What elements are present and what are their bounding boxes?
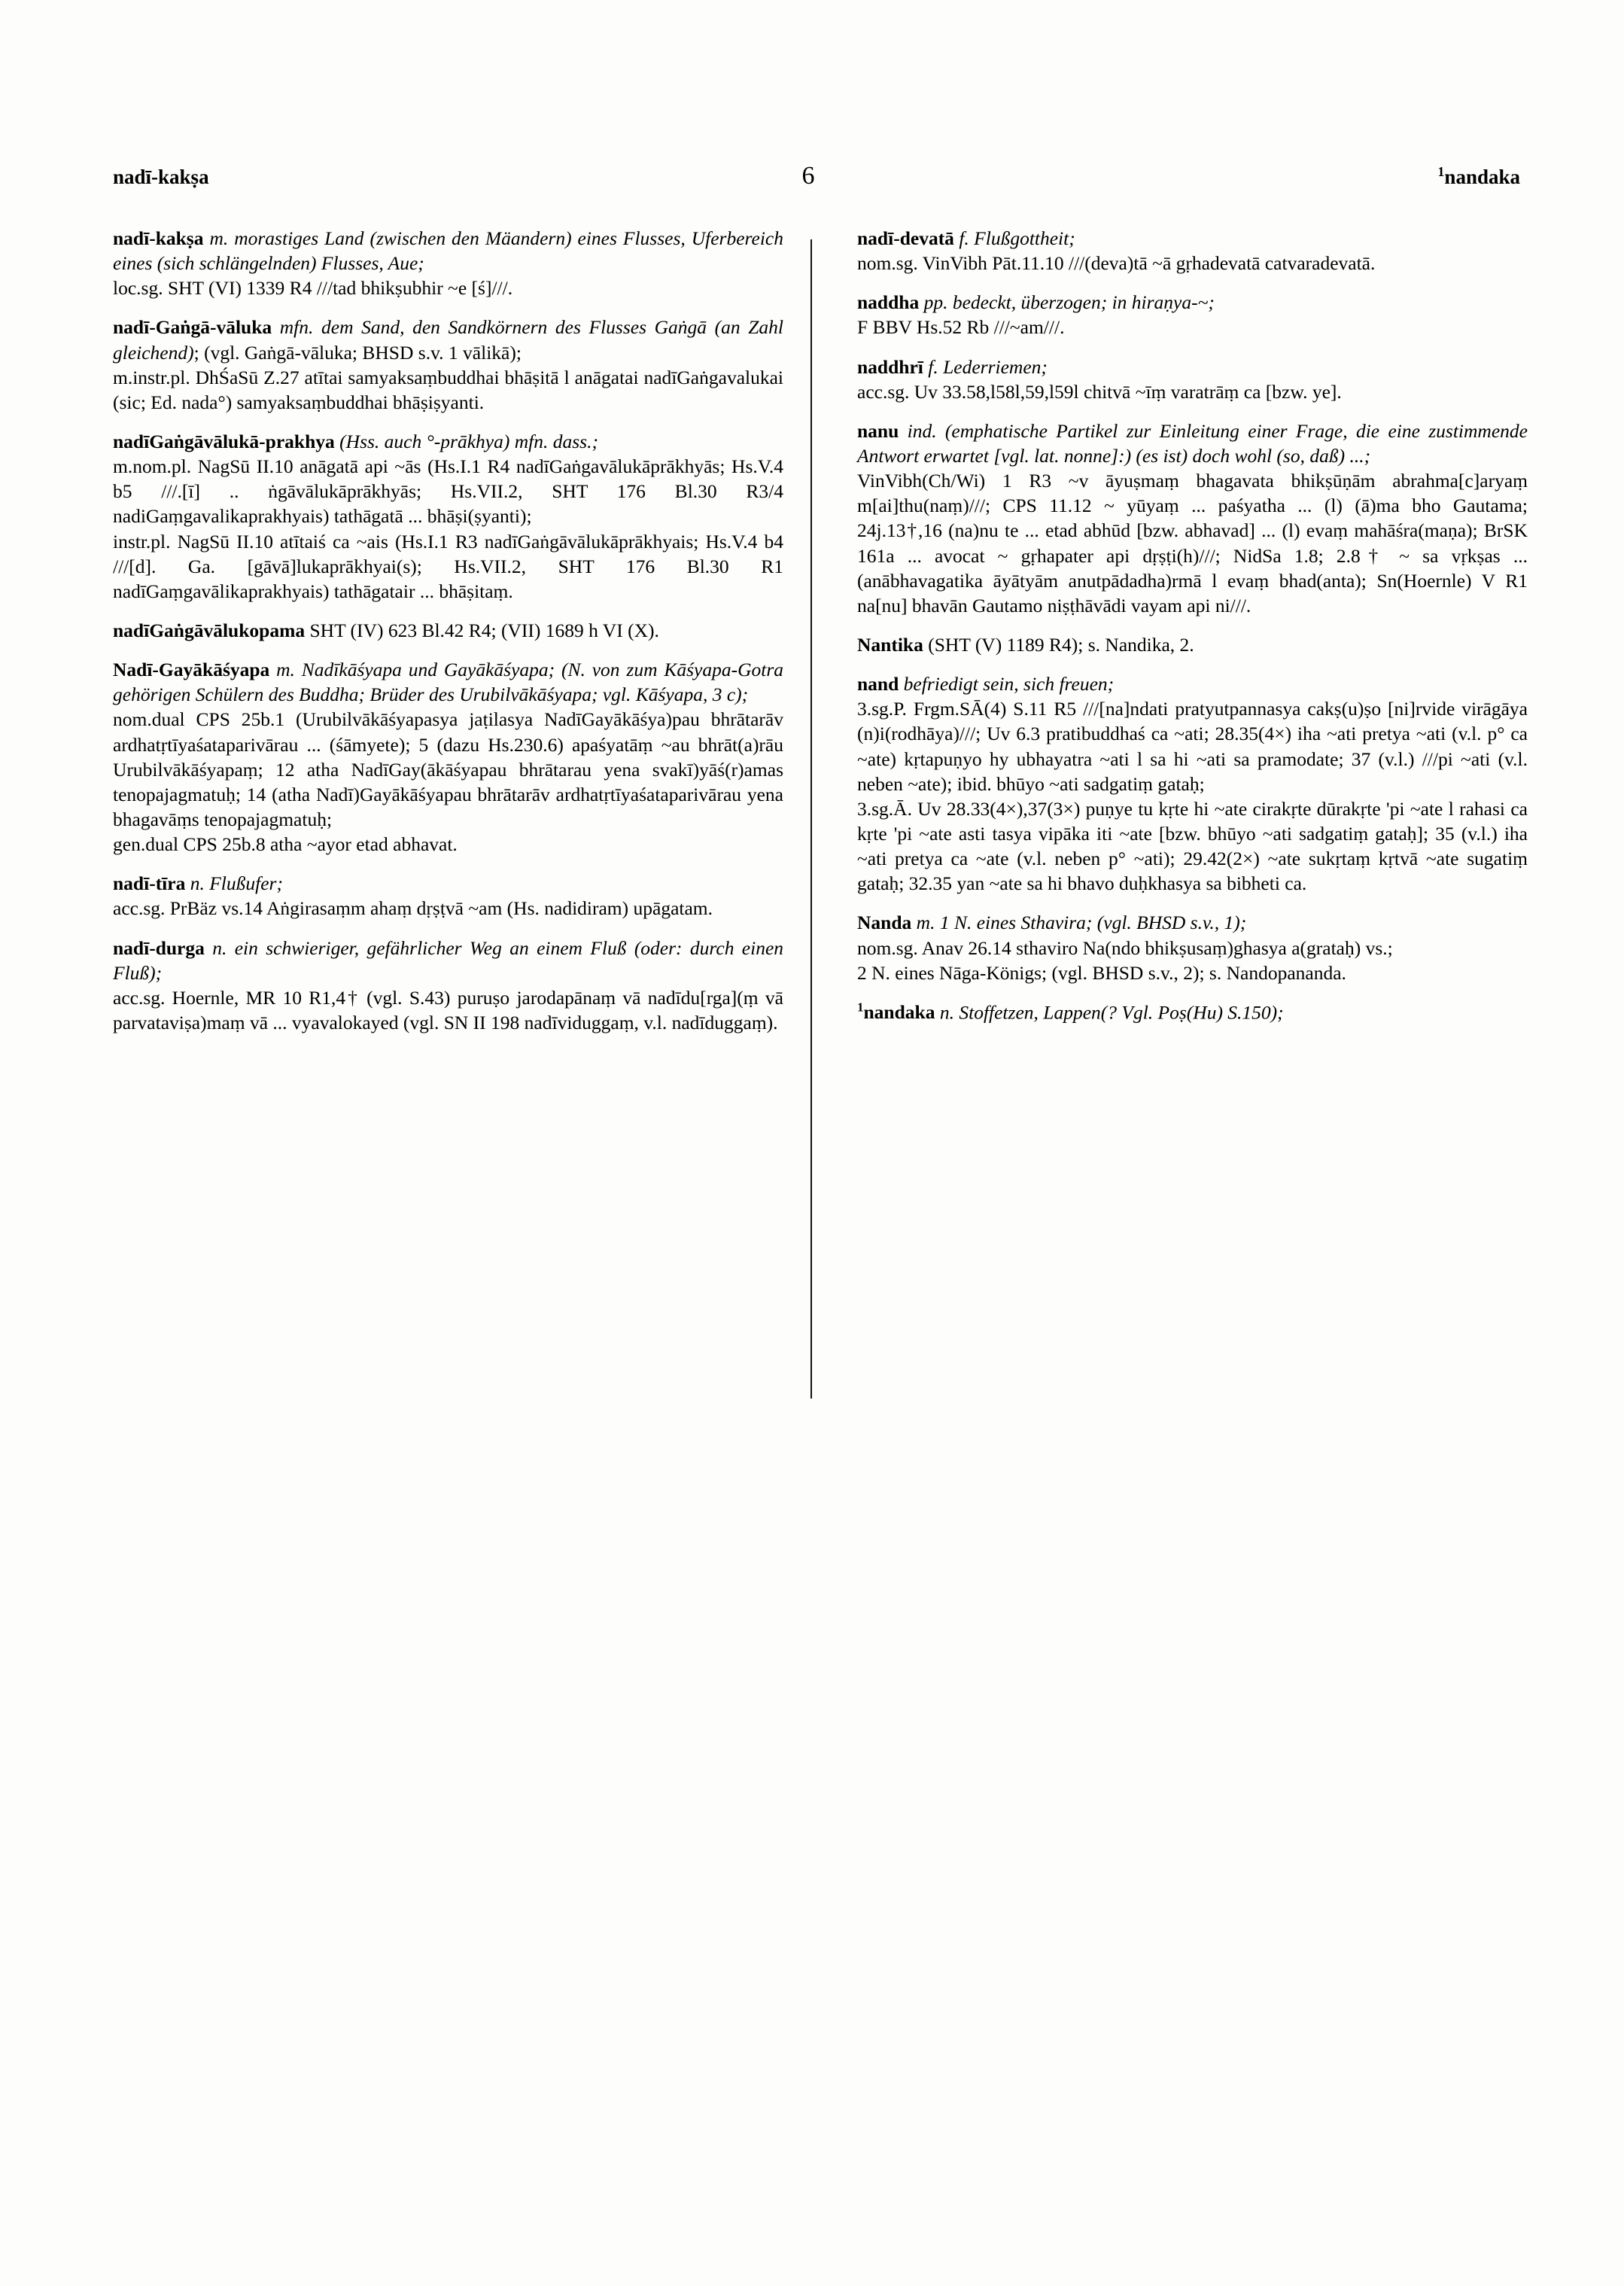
text-columns (113, 226, 1528, 1049)
entry-grammar: n. (204, 936, 227, 959)
entry-gloss: 1 N. eines Sthavira; (vgl. BHSD s.v., 1); (935, 912, 1247, 934)
entry-gloss: Flußgottheit; (969, 227, 1075, 249)
entry-body-continued: gen.dual CPS 25b.8 atha ~ayor etad abhavat. (113, 833, 458, 856)
entry-headword: Nantika (857, 633, 923, 656)
entry-body: VinVibh(Ch/Wi) 1 R3 ~v āyuṣmaṃ bhagavata bhikṣūṇām abrahma[c]aryaṃ m[ai]thu(naṃ)///; CPS 11.12 ~ yūyaṃ ... paśyatha ... (l) (ā)ma bho Gautama; 24j.13†,16 (na)nu te ... etad abhūd [bzw. abhavad] ... (l) evaṃ mahāśra(maṇa); BrSK 161a ... avocat ~ gṛhapater api dṛṣṭi(h)///; NidSa 1.8; 2.8† ~ sa vṛkṣas ... (anābhavagatika āyātyām anutpādadha)rmā l evaṃ bhad(anta); Sn(Hoernle) V R1 na[nu] bhavān Gautamo niṣṭhāvādi vayam api ni///. (857, 470, 1528, 616)
page-header (113, 162, 1520, 190)
entry-grammar: pp. (919, 291, 948, 314)
dictionary-entry (857, 910, 1528, 985)
entry-grammar: mfn. (272, 316, 314, 339)
right-column (836, 226, 1528, 1049)
dictionary-entry (857, 671, 1528, 896)
dictionary-entry (857, 290, 1528, 339)
running-head-left: nadī-kakṣa (113, 166, 209, 188)
entry-grammar: (Hss. auch °-prākhya) mfn. dass.; (334, 430, 598, 452)
entry-grammar: f. (923, 355, 938, 378)
entry-gloss: dem Sand, den Sandkörnern des Flusses Gaṅgā (an Zahl gleichend) (113, 316, 784, 364)
entry-body-continued: m.instr.pl. DhŚaSū Z.27 atītai samyaksaṃbuddhai bhāṣitā l anāgatai nadīGaṅgavalukai (sic; Ed. nada°) samyaksaṃbuddhai bhāṣiṣyanti. (113, 366, 783, 413)
dictionary-entry (857, 1000, 1528, 1025)
entry-grammar: m. (911, 912, 935, 934)
entry-body: (SHT (V) 1189 R4); s. Nandika, 2. (923, 633, 1194, 656)
entry-gloss: Stoffetzen, Lappen(? Vgl. Poṣ(Hu) S.150); (953, 1001, 1284, 1024)
entry-grammar: ind. (899, 419, 937, 442)
entry-body: nom.sg. Anav 26.14 sthaviro Na(ndo bhikṣusaṃ)ghasya a(grataḥ) vs.; (857, 936, 1393, 959)
entry-headword: naddha (857, 291, 920, 314)
entry-body: acc.sg. Hoernle, MR 10 R1,4† (vgl. S.43) puruṣo jarodapānaṃ vā nadīdu[rga](ṃ vā parvataviṣa)maṃ vā ... vyavalokayed (vgl. SN II 198 nadīviduggaṃ, v.l. nadīduggaṃ). (113, 986, 783, 1033)
dictionary-entry (113, 618, 783, 643)
entry-grammar: m. (269, 659, 295, 681)
entry-headword: Nadī-Gayākāśyapa (113, 659, 270, 681)
entry-grammar: f. (953, 227, 969, 249)
entry-body-continued: instr.pl. NagSū II.10 atītaiś ca ~ais (Hs.I.1 R3 nadīGaṅgāvālukāprākhyais; Hs.V.4 b4 ///[d]. Ga. [gāvā]lukaprākhyai(s); Hs.VII.2, SHT 176 Bl.30 R1 nadīGaṃgavālikaprakhyais) tathāgatair ... bhāṣitaṃ. (113, 530, 783, 602)
entry-body-continued: 3.sg.Ā. Uv 28.33(4×),37(3×) puṇye tu kṛte hi ~ate cirakṛte dūrakṛte 'pi ~ate l rahasi ca kṛte 'pi ~ate asti tasya vipāka iti ~ate [bzw. bhūyo ~ati sadgatiṃ gataḥ]; 35 (v.l.) iha ~ati pretya ca ~ate (v.l. neben p° ~ati); 29.42(2×) ~ate sukṛtaṃ kṛtvā ~ate sugatiṃ gataḥ; 32.35 yan ~ate sa hi bhavo duḥkhasya sa bibheti ca. (857, 797, 1528, 895)
entry-gloss: morastiges Land (zwischen den Mäandern) eines Flusses, Uferbereich eines (sich schlängelnden) Flusses, Aue; (113, 227, 783, 275)
dictionary-entry (113, 936, 783, 1036)
dictionary-entry (857, 226, 1528, 275)
headword-superscript: 1 (857, 1000, 864, 1015)
entry-gloss: befriedigt sein, sich freuen; (899, 673, 1115, 696)
entry-headword: nadī-devatā (857, 227, 954, 249)
entry-body: m.nom.pl. NagSū II.10 anāgatā api ~ās (Hs.I.1 R4 nadīGaṅgavālukāprākhyās; Hs.V.4 b5 ///.[ī] .. ṅgāvālukāprākhyās; Hs.VII.2, SHT 176 Bl.30 R3/4 nadiGaṃgavalikaprakhyais) tathāgatā ... bhāṣi(ṣyanti); (113, 455, 783, 528)
entry-body: SHT (IV) 623 Bl.42 R4; (VII) 1689 h VI (X). (305, 619, 659, 641)
entry-headword: nand (857, 673, 899, 696)
entry-body: nom.sg. VinVibh Pāt.11.10 ///(deva)tā ~ā gṛhadevatā catvaradevatā. (857, 252, 1376, 275)
dictionary-entry (113, 315, 783, 415)
entry-headword: nadīGaṅgāvālukā-prakhya (113, 430, 335, 452)
running-head-right: $^1$nandaka (1437, 164, 1520, 188)
entry-grammar: n. (935, 1001, 954, 1024)
entry-headword: nadī-kakṣa (113, 227, 204, 249)
entry-body: ; (vgl. Gaṅgā-vāluka; BHSD s.v. 1 vālikā); (193, 341, 522, 364)
entry-gloss: Nadīkāśyapa und Gayākāśyapa; (N. von zum Kāśyapa-Gotra gehörigen Schülern des Buddha; Brüder des Urubilvākāśyapa; vgl. Kāśyapa, 3 c); (113, 659, 783, 706)
entry-headword: $^1$nandaka (857, 1000, 935, 1024)
entry-body: acc.sg. Uv 33.58,l58l,59,l59l chitvā ~īṃ varatrāṃ ca [bzw. ye]. (857, 380, 1342, 403)
entry-headword: nadī-Gaṅgā-vāluka (113, 316, 272, 339)
dictionary-entry (113, 657, 783, 857)
dictionary-entry (857, 419, 1528, 618)
entry-gloss: bedeckt, überzogen; in hiraṇya-~; (947, 291, 1215, 314)
entry-headword: nadīGaṅgāvālukopama (113, 619, 306, 641)
entry-headword: nanu (857, 419, 899, 442)
entry-gloss: Flußufer; (204, 872, 283, 895)
dictionary-entry (113, 226, 783, 300)
entry-gloss: Lederriemen; (938, 355, 1048, 378)
dictionary-entry (113, 871, 783, 921)
entry-gloss: ein schwieriger, gefährlicher Weg an einem Fluß (oder: durch einen Fluß); (113, 936, 784, 984)
entry-body-continued: 2 N. eines Nāga-Königs; (vgl. BHSD s.v., 2); s. Nandopananda. (857, 961, 1346, 984)
entry-headword: naddhrī (857, 355, 923, 378)
dictionary-entry (857, 632, 1528, 657)
running-head-right-superscript: 1 (1437, 164, 1445, 179)
page-number: 6 (801, 162, 815, 190)
entry-body: acc.sg. PrBäz vs.14 Aṅgirasaṃm ahaṃ dṛṣṭvā ~am (Hs. nadidiram) upāgatam. (113, 897, 713, 920)
entry-headword: nadī-durga (113, 936, 205, 959)
entry-grammar: n. (185, 872, 205, 895)
entry-headword: nadī-tīra (113, 872, 186, 895)
entry-gloss: (emphatische Partikel zur Einleitung einer Frage, die eine zustimmende Antwort erwartet [vgl. lat. nonne]:) (es ist) doch wohl (so, daß) ...; (857, 419, 1528, 467)
entry-headword: Nanda (857, 912, 912, 934)
left-column (113, 226, 783, 1049)
entry-body: nom.dual CPS 25b.1 (Urubilvākāśyapasya jaṭilasya NadīGayākāśya)pau bhrātarāv ardhatṛtīyaśataparivārau ... (śāmyete); 5 (dazu Hs.230.6) apaśyatāṃ ~au bhrāt(a)rāu Urubilvākāśyapaṃ; 12 atha NadīGay(ākāśyapau bhrātarau yena svakī)yāś(r)amas tenopajagmatuḥ; 14 (atha Nadī)Gayākāśyapau bhrātarāv ardhatṛtīyaśataparivārau yena bhagavāṃs tenopajagmatuḥ; (113, 708, 783, 830)
entry-body: loc.sg. SHT (VI) 1339 R4 ///tad bhikṣubhir ~e [ś]///. (113, 277, 513, 300)
dictionary-entry (113, 429, 783, 604)
dictionary-entry (857, 355, 1528, 404)
entry-body: F BBV Hs.52 Rb ///~am///. (857, 316, 1065, 339)
entry-body: 3.sg.P. Frgm.SĀ(4) S.11 R5 ///[na]ndati pratyutpannasya cakṣ(u)ṣo [ni]rvide virāgāya (n)i(rodhāya)///; Uv 6.3 pratibuddhaś ca ~ati; 28.35(4×) iha ~ati pretya ~ati (v.l. p° ca ~ate) kṛtapuṇyo hy ubhayatra ~ati l sa hi ~ati sa pramodate; 37 (v.l.) ///pi ~ati (v.l. neben ~ate); ibid. bhūyo ~ati sadgatiṃ gataḥ; (857, 698, 1528, 795)
entry-grammar: m. (203, 227, 229, 249)
